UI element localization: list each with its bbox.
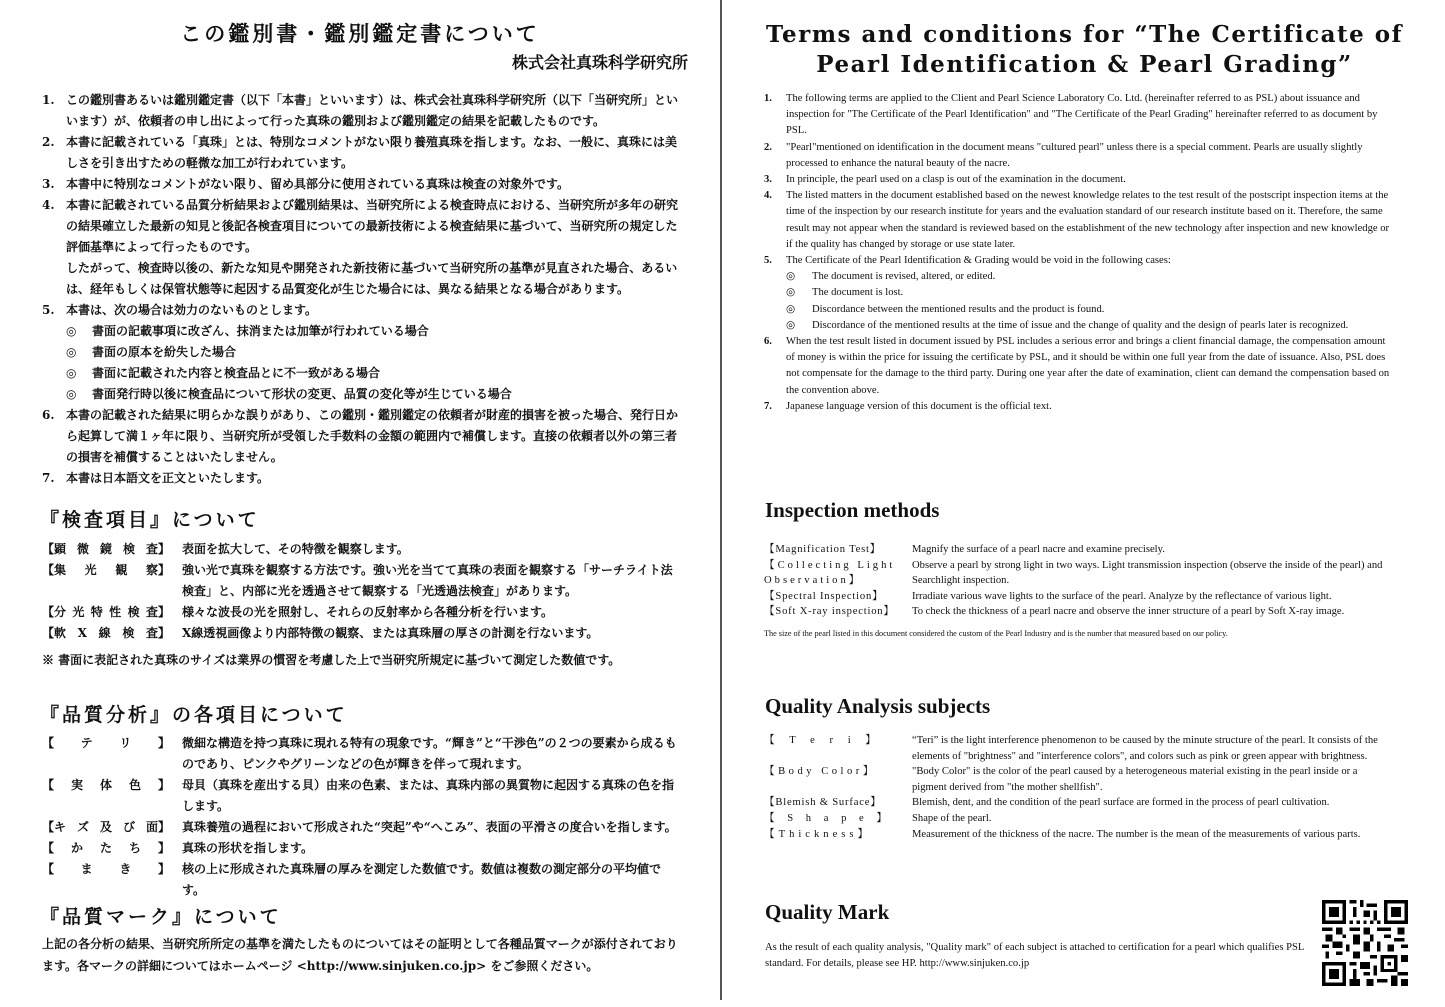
void-case-text: 書面の原本を紛失した場合 [92, 345, 237, 359]
definition-label: 【 T e r i 】 [764, 735, 882, 746]
definition-row [42, 859, 682, 901]
definition-text: "Body Color" is the color of the pearl caused by a heterogeneous material existing in the pearl inside or a pigment derived from "the mother shellfish". [912, 766, 1358, 793]
definition-text: Irradiate various wave lights to the surface of the pearl. Analyze by the reflectance of various light. [912, 590, 1332, 602]
jp-company-name: 株式会社真珠科学研究所 [511, 53, 688, 72]
jp-term-item [42, 195, 682, 258]
bullet-icon: ◎ [786, 287, 796, 299]
void-case [42, 321, 682, 342]
definition-text: Blemish, dent, and the condition of the pearl surface are formed in the process of pearl cultivation. [912, 797, 1330, 809]
definition-label: 【Spectral Inspection】 [764, 590, 884, 602]
void-case [42, 384, 682, 405]
void-case-text: Discordance of the mentioned results at the time of issue and the change of quality and the design of pearls later is recognized. [812, 319, 1349, 331]
definition-label: 【Collecting Light Observation】 [764, 559, 896, 587]
definition-label: 【 実 体 色 】 [42, 778, 170, 792]
definition-text: X線透視画像より内部特徴の観察、または真珠層の厚さの計測を行ないます。 [182, 626, 599, 640]
definition-text: Observe a pearl by strong light in two ways. Light transmission inspection (observe the inside of the pearl) and Searchlight inspection. [912, 559, 1383, 587]
en-term-item [764, 253, 1394, 269]
jp-size-note: ※ 書面に表記された真珠のサイズは業界の慣習を考慮した上で当研究所規定に基づいて測定した数値です。 [42, 653, 621, 667]
item-number: 7. [764, 400, 772, 412]
item-text: 本書中に特別なコメントがない限り、留め具部分に使用されている真珠は検査の対象外です。 [66, 177, 570, 191]
definition-label: 【キ ズ 及 び 面】 [42, 820, 170, 834]
en-term-item [764, 399, 1394, 415]
void-case-text: 書面発行時以後に検査品について形状の変更、品質の変化等が生じている場合 [92, 387, 512, 401]
definition-row [42, 539, 682, 560]
void-case-text: The document is revised, altered, or edited. [812, 271, 996, 283]
void-case-text: The document is lost. [812, 287, 904, 299]
bullet-icon: ◎ [66, 345, 77, 359]
en-term-item [764, 91, 1394, 140]
definition-row [42, 623, 682, 644]
void-case [764, 318, 1394, 334]
definition-label: 【Body Color】 [764, 766, 877, 778]
jp-term-item [42, 468, 682, 489]
definition-label: 【 か た ち 】 [42, 841, 170, 855]
item-number: 5. [42, 303, 55, 317]
en-term-item [764, 172, 1394, 188]
page-divider [720, 0, 722, 1000]
jp-inspection-list [42, 539, 682, 671]
void-case [764, 269, 1394, 285]
item-number: 2. [764, 141, 772, 153]
definition-row [764, 733, 1394, 764]
item-text: "Pearl"mentioned on identification in the document means "cultured pearl" unless there is a special comment. Pearls are usually slightly processed to enhance the natural beauty of the nacre. [786, 141, 1363, 169]
bullet-icon: ◎ [786, 319, 796, 331]
jp-term-item [42, 300, 682, 321]
item-text: When the test result listed in document issued by PSL includes a serious error and brings a client financial damage, the compensation amount of money is within the price for issuing the certificate by PSL, and it should be within one full year from the date of issuance. Also, PSL does not compensate for the damage to the third party. During one year after the date of examination, client can demand the compensation based on the convention above. [786, 336, 1390, 396]
item-text: 本書は日本語文を正文といたします。 [66, 471, 270, 485]
bullet-icon: ◎ [66, 324, 77, 338]
bullet-icon: ◎ [66, 387, 77, 401]
item-number: 1. [42, 93, 55, 107]
definition-text: Shape of the pearl. [912, 812, 992, 824]
definition-label: 【 テ リ 】 [42, 736, 170, 750]
definition-label: 【Thickness】 [764, 828, 873, 840]
definition-text: 核の上に形成された真珠層の厚みを測定した数値です。数値は複数の測定部分の平均値です。 [182, 862, 662, 897]
en-quality-list [764, 733, 1394, 842]
en-inspection-heading: Inspection methods [765, 498, 940, 522]
definition-row [764, 604, 1394, 620]
definition-text: 表面を拡大して、その特徴を観察します。 [182, 542, 409, 556]
bullet-icon: ◎ [786, 271, 796, 283]
jp-terms-list [42, 90, 682, 489]
item-text: 本書は、次の場合は効力のないものとします。 [66, 303, 318, 317]
item-text: この鑑別書あるいは鑑別鑑定書（以下「本書」といいます）は、株式会社真珠科学研究所（以下「当研究所」といいます）が、依頼者の申し出によって行った真珠の鑑別および鑑別鑑定の結果を記載したものです。 [66, 93, 679, 128]
jp-inspection-heading: 『検査項目』について [40, 509, 260, 531]
jp-term-item [42, 90, 682, 132]
en-term-item [764, 334, 1394, 399]
jp-mark-heading: 『品質マーク』について [40, 906, 282, 928]
item-number: 3. [764, 174, 772, 186]
item-text: In principle, the pearl used on a clasp is out of the examination in the document. [786, 174, 1126, 186]
bullet-icon: ◎ [66, 366, 77, 380]
definition-text: 真珠の形状を指します。 [182, 841, 314, 855]
definition-label: 【Blemish & Surface】 [764, 797, 882, 809]
definition-text: “Teri” is the light interference phenomenon to be caused by the minute structure of the pearl. It consists of the elements of "brightness" and "interference colors", and colors such as pink or green appear with brightness. [912, 735, 1378, 762]
definition-text: Measurement of the thickness of the nacre. The number is the mean of the measurements of various parts. [912, 828, 1361, 840]
en-title-line1: Terms and conditions for “The Certificate of [765, 21, 1404, 48]
item-text: The following terms are applied to the Client and Pearl Science Laboratory Co. Ltd. (hereinafter referred to as PSL) about issuance and inspection for "The Certificate of the Pearl Identification" and "The Certificate of the Pearl Grading" hereinafter referred to as document by PSL. [786, 93, 1378, 137]
void-case [42, 342, 682, 363]
definition-label: 【分 光 特 性 検 査】 [42, 605, 170, 619]
definition-row [42, 602, 682, 623]
bullet-icon: ◎ [786, 303, 796, 315]
en-size-note: The size of the pearl listed in this document considered the custom of the Pearl Industry and is the number that measured based on our policy. [764, 628, 1228, 638]
definition-label: 【顕 微 鏡 検 査】 [42, 542, 170, 556]
definition-label: 【Soft X-ray inspection】 [764, 606, 895, 618]
definition-row [764, 795, 1394, 811]
en-title-line2: Pearl Identification & Pearl Grading” [816, 51, 1353, 78]
item-number: 6. [42, 408, 55, 422]
item-text: The Certificate of the Pearl Identification & Grading would be void in the following cases: [786, 255, 1171, 267]
jp-quality-heading: 『品質分析』の各項目について [40, 704, 348, 726]
definition-text: 微細な構造を持つ真珠に現れる特有の現象です。“輝き”と“干渉色”の２つの要素から成るものであり、ピンクやグリーンなどの色が輝きを伴って現れます。 [182, 736, 677, 771]
jp-term-item [42, 405, 682, 468]
definition-row [42, 838, 682, 859]
definition-row [42, 817, 682, 838]
item-text: 本書の記載された結果に明らかな誤りがあり、この鑑別・鑑別鑑定の依頼者が財産的損害を被った場合、発行日から起算して満１ヶ年に限り、当研究所が受領した手数料の金額の範囲内で補償します。直接の依頼者以外の第三者の損害を補償することはいたしません。 [66, 408, 679, 464]
item-paragraph: したがって、検査時以後の、新たな知見や開発された新技術に基づいて当研究所の基準が見直された場合、あるいは、経年もしくは保管状態等に起因する品質変化が生じた場合には、異なる結果となる場合があります。 [66, 261, 678, 296]
qr-code-icon[interactable] [1322, 900, 1408, 986]
definition-row [764, 811, 1394, 827]
void-case-text: 書面の記載事項に改ざん、抹消または加筆が行われている場合 [92, 324, 429, 338]
item-text: Japanese language version of this document is the official text. [786, 400, 1052, 412]
definition-text: Magnify the surface of a pearl nacre and examine precisely. [912, 544, 1165, 555]
definition-label: 【軟 X 線 検 査】 [42, 626, 170, 640]
en-terms-list [764, 91, 1394, 415]
definition-label: 【Magnification Test】 [764, 544, 882, 555]
en-term-item [764, 188, 1394, 253]
void-case [764, 302, 1394, 318]
definition-row [764, 764, 1394, 795]
jp-mark-text: 上記の各分析の結果、当研究所所定の基準を満たしたものについてはその証明として各種品質マークが添付されております。各マークの詳細についてはホームページ <http://www.sinjuken.co.jp> をご参照ください。 [42, 937, 678, 973]
item-number: 1. [764, 93, 772, 104]
item-text: The listed matters in the document established based on the newest knowledge relates to the test result of the postscript inspection items at the time of the inspection by our research institute for years and the evaluation standard of our research institute based on it. Therefore, the same result may not appear when the standard is reviewed based on the establishment of the new technology after inspection and new knowledge or if the quality has changed by storage or use state later. [786, 190, 1390, 250]
definition-label: 【 ま き 】 [42, 862, 170, 876]
definition-text: To check the thickness of a pearl nacre and observe the inner structure of a pearl by Soft X-ray image. [912, 606, 1345, 618]
item-number: 6. [764, 336, 772, 348]
definition-label: 【集 光 観 察】 [42, 563, 170, 577]
void-case-text: Discordance between the mentioned results and the product is found. [812, 303, 1105, 315]
en-mark-text: As the result of each quality analysis, "Quality mark" of each subject is attached to certification for a pearl which qualifies PSL standard. For details, please see HP. http://www.sinjuken.co.jp [765, 942, 1304, 969]
definition-row [764, 558, 1394, 589]
en-inspection-list [764, 542, 1394, 642]
en-title [724, 20, 1445, 80]
item-number: 3. [42, 177, 55, 191]
definition-row [42, 775, 682, 817]
definition-row [42, 560, 682, 602]
definition-row [764, 542, 1394, 558]
en-term-item [764, 140, 1394, 172]
void-case-text: 書面に記載された内容と検査品とに不一致がある場合 [92, 366, 381, 380]
definition-text: 真珠養殖の過程において形成された“突起”や“へこみ”、表面の平滑さの度合いを指します。 [182, 820, 677, 834]
void-case [764, 285, 1394, 301]
japanese-page [0, 0, 720, 1007]
item-text: 本書に記載されている「真珠」とは、特別なコメントがない限り養殖真珠を指します。なお、一般に、真珠には美しさを引き出すための軽微な加工が行われています。 [66, 135, 678, 170]
definition-label: 【 S h a p e 】 [764, 812, 892, 824]
definition-text: 様々な波長の光を照射し、それらの反射率から各種分析を行います。 [182, 605, 554, 619]
item-number: 7. [42, 471, 55, 485]
english-page [724, 0, 1445, 1007]
item-number: 5. [764, 255, 772, 267]
item-number: 2. [42, 135, 55, 149]
en-quality-heading: Quality Analysis subjects [765, 694, 991, 718]
jp-term-item [42, 132, 682, 174]
definition-text: 母貝（真珠を産出する貝）由来の色素、または、真珠内部の異質物に起因する真珠の色を指します。 [182, 778, 675, 813]
definition-row [764, 827, 1394, 843]
definition-text: 強い光で真珠を観察する方法です。強い光を当てて真珠の表面を観察する「サーチライト法検査」と、内部に光を透過させて観察する「光透過法検査」があります。 [182, 563, 673, 598]
item-number: 4. [42, 198, 55, 212]
definition-row [42, 733, 682, 775]
en-mark-heading: Quality Mark [765, 900, 890, 924]
jp-quality-list [42, 733, 682, 901]
jp-term-item [42, 174, 682, 195]
definition-row [764, 589, 1394, 605]
void-case [42, 363, 682, 384]
jp-title: この鑑別書・鑑別鑑定書について [180, 21, 540, 46]
item-text: 本書に記載されている品質分析結果および鑑別結果は、当研究所による検査時点における、当研究所が多年の研究の結果確立した最新の知見と後記各検査項目についての最新技術による検査結果に基づいて、当研究所の規定した評価基準によって行ったものです。 [66, 198, 679, 254]
item-number: 4. [764, 190, 772, 202]
